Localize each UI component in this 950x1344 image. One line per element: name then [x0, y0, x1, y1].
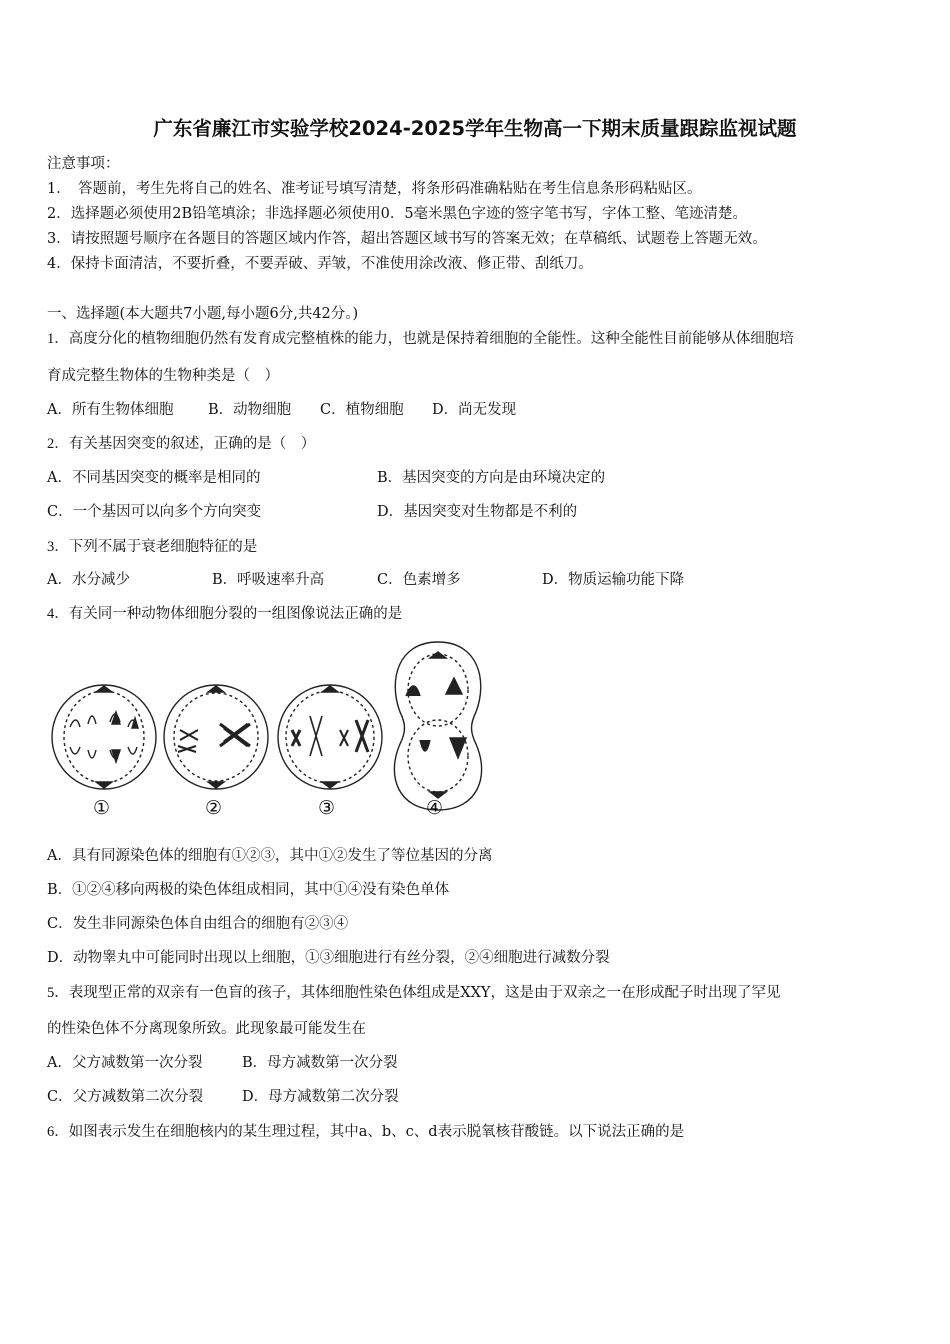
section-heading: 一、选择题(本大题共7小题,每小题6分,共42分。): [47, 306, 359, 322]
question-number: 6．: [47, 1124, 69, 1140]
question-5-stem-cont: 的性染色体不分离现象所致。此现象最可能发生在: [47, 1021, 366, 1037]
question-number: 2．: [47, 436, 69, 452]
question-1-option: C．植物细胞: [320, 402, 404, 418]
cell-1-drawing: [52, 685, 156, 789]
notice-item: 4．保持卡面清洁，不要折叠，不要弄破、弄皱，不准使用涂改液、修正带、刮纸刀。: [47, 256, 593, 272]
question-3-option: B．呼吸速率升高: [212, 572, 325, 588]
question-4-option: A．具有同源染色体的细胞有①②③，其中①②发生了等位基因的分离: [47, 848, 493, 864]
question-stem-text: 有关基因突变的叙述，正确的是（ ）: [68, 436, 316, 452]
question-6-stem: [47, 1120, 684, 1141]
question-5-option: C．父方减数第二次分裂: [47, 1089, 204, 1105]
question-3-option: A．水分减少: [47, 572, 130, 588]
figure-label: ③: [318, 797, 336, 819]
question-stem-text: 如图表示发生在细胞核内的某生理过程，其中a、b、c、d表示脱氧核苷酸链。以下说法正确的是: [68, 1124, 685, 1140]
question-2-option: D．基因突变对生物都是不利的: [377, 504, 578, 520]
question-5-option: D．母方减数第二次分裂: [242, 1089, 399, 1105]
question-1-stem-cont: 育成完整生物体的生物种类是（ ）: [47, 368, 279, 384]
question-1-option: A．所有生物体细胞: [47, 402, 174, 418]
question-number: 5．: [47, 985, 69, 1001]
question-1-option: B．动物细胞: [208, 402, 292, 418]
question-4-option: C．发生非同源染色体自由组合的细胞有②③④: [47, 916, 349, 932]
question-stem-text: 表现型正常的双亲有一色盲的孩子，其体细胞性染色体组成是XXY，这是由于双亲之一在形成配子时出现了罕见: [68, 985, 781, 1001]
question-stem-text: 下列不属于衰老细胞特征的是: [68, 539, 258, 555]
notice-item: 1． 答题前，考生先将自己的姓名、准考证号填写清楚，将条形码准确粘贴在考生信息条形码粘贴区。: [47, 181, 702, 197]
question-2-option: A．不同基因突变的概率是相同的: [47, 470, 261, 486]
page-title: 广东省廉江市实验学校2024-2025学年生物高一下期末质量跟踪监视试题: [153, 117, 797, 140]
question-4-option: D．动物睾丸中可能同时出现以上细胞，①③细胞进行有丝分裂，②④细胞进行减数分裂: [47, 950, 610, 966]
question-5-option: B．母方减数第一次分裂: [242, 1055, 398, 1071]
question-stem-text: 高度分化的植物细胞仍然有发育成完整植株的能力，也就是保持着细胞的全能性。这种全能性目前能够从体细胞培: [68, 331, 794, 347]
question-2-stem: [47, 432, 315, 453]
notice-heading: 注意事项：: [47, 156, 120, 172]
figure-label: ④: [426, 797, 444, 819]
figure-label: ①: [93, 797, 111, 819]
cell-2-drawing: [164, 685, 268, 789]
cell-3-drawing: [278, 685, 382, 789]
question-2-option: B．基因突变的方向是由环境决定的: [377, 470, 606, 486]
figure-label: ②: [205, 797, 223, 819]
question-5-option: A．父方减数第一次分裂: [47, 1055, 203, 1071]
question-2-option: C．一个基因可以向多个方向突变: [47, 504, 262, 520]
cell-4-drawing: [394, 642, 481, 810]
cell-division-diagram: [48, 632, 488, 822]
question-1-option: D．尚无发现: [432, 402, 517, 418]
question-1-stem: [47, 327, 794, 348]
question-4-stem: [47, 602, 402, 623]
question-number: 4．: [47, 606, 69, 622]
question-5-stem: [47, 981, 780, 1002]
notice-item: 3．请按照题号顺序在各题目的答题区域内作答，超出答题区域书写的答案无效；在草稿纸、试题卷上答题无效。: [47, 231, 767, 247]
question-number: 3．: [47, 539, 69, 555]
question-3-option: C．色素增多: [377, 572, 461, 588]
notice-item: 2．选择题必须使用2B铅笔填涂；非选择题必须使用0．5毫米黑色字迹的签字笔书写，字体工整、笔迹清楚。: [47, 206, 748, 222]
question-3-option: D．物质运输功能下降: [542, 572, 685, 588]
question-stem-text: 有关同一种动物体细胞分裂的一组图像说法正确的是: [68, 606, 403, 622]
question-3-stem: [47, 535, 257, 556]
question-4-option: B．①②④移向两极的染色体组成相同，其中①④没有染色单体: [47, 882, 450, 898]
question-number: 1．: [47, 331, 69, 347]
cell-division-figure: [48, 632, 488, 822]
